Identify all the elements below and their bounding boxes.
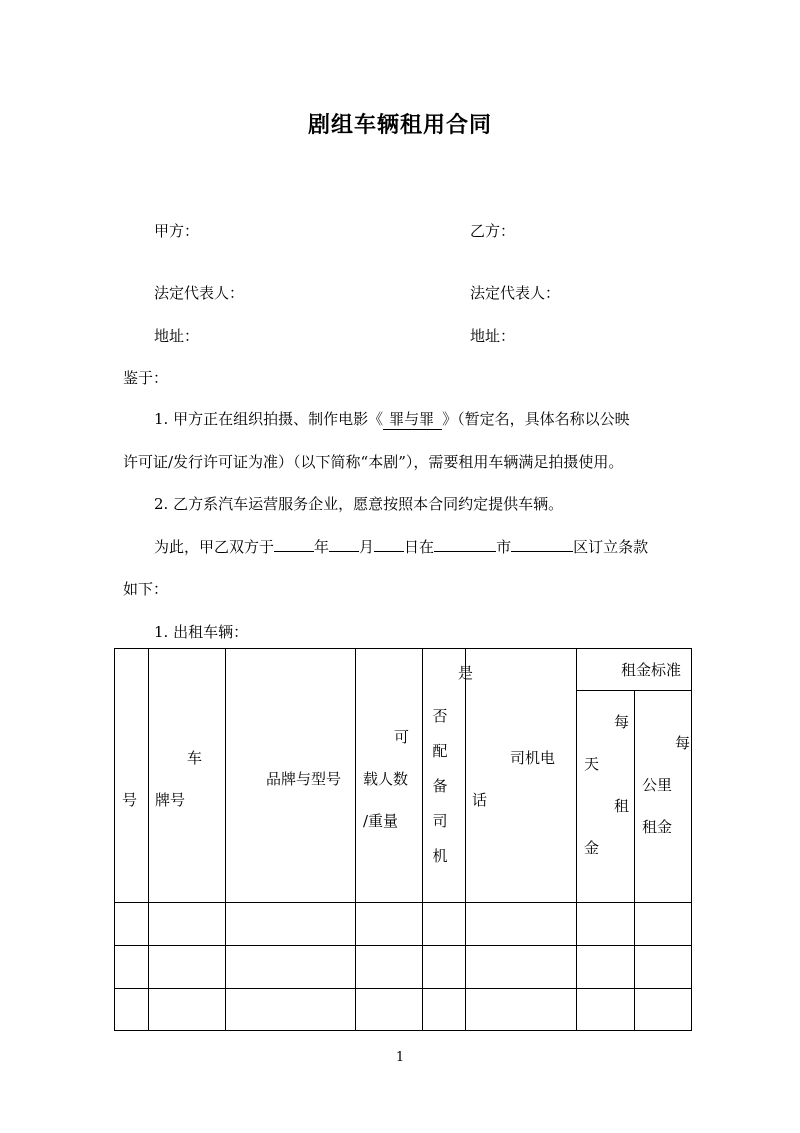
district-label: 区订立条款 bbox=[573, 538, 649, 556]
table-cell[interactable] bbox=[423, 903, 466, 946]
party-b-address-label: 地址： bbox=[470, 327, 516, 345]
table-header-row bbox=[115, 649, 692, 691]
agreement-line-1 bbox=[154, 536, 648, 557]
party-b-label: 乙方： bbox=[470, 222, 516, 240]
clause-1-suffix: 》（暂定名，具体名称以公映 bbox=[442, 410, 630, 428]
header-daily-rent bbox=[577, 691, 635, 903]
header-capacity-text-1: 可 bbox=[394, 728, 410, 746]
daily-char-3: 租 bbox=[614, 797, 630, 815]
agreement-line-2: 如下： bbox=[123, 580, 169, 598]
daily-char-1: 每 bbox=[614, 713, 630, 731]
day-label: 日在 bbox=[404, 538, 435, 556]
table-cell[interactable] bbox=[577, 989, 635, 1031]
header-rent-standard: 租金标准 bbox=[577, 649, 692, 691]
section-1-heading: 1. 出租车辆： bbox=[154, 623, 249, 641]
clause-1-line-2: 许可证/发行许可证为准）（以下简称“本剧”），需要租用车辆满足拍摄使用。 bbox=[123, 453, 624, 471]
driver-char-5: 机 bbox=[432, 847, 448, 865]
driver-char-3: 备 bbox=[432, 777, 448, 795]
header-phone-text-2: 话 bbox=[472, 791, 488, 809]
month-blank bbox=[329, 536, 359, 552]
table-row bbox=[115, 989, 692, 1031]
table-row bbox=[115, 903, 692, 946]
table-cell[interactable] bbox=[149, 946, 226, 989]
table-cell[interactable] bbox=[356, 989, 423, 1031]
table-cell[interactable] bbox=[115, 903, 149, 946]
header-plate-text-2: 牌号 bbox=[155, 791, 186, 809]
table-cell[interactable] bbox=[149, 989, 226, 1031]
party-b-rep-label: 法定代表人： bbox=[470, 284, 561, 302]
table-cell[interactable] bbox=[226, 946, 356, 989]
city-label: 市 bbox=[496, 538, 512, 556]
table-row bbox=[115, 946, 692, 989]
driver-char-1: 否 bbox=[432, 707, 448, 725]
table-cell[interactable] bbox=[635, 989, 692, 1031]
table-cell[interactable] bbox=[466, 903, 577, 946]
table-cell[interactable] bbox=[226, 989, 356, 1031]
party-a-rep-label: 法定代表人： bbox=[154, 284, 245, 302]
table-cell[interactable] bbox=[577, 903, 635, 946]
table-cell[interactable] bbox=[149, 903, 226, 946]
clause-1-prefix: 1. 甲方正在组织拍摄、制作电影《 bbox=[154, 410, 384, 428]
header-driver-cut-text: 是 bbox=[458, 664, 474, 682]
year-label: 年 bbox=[314, 538, 330, 556]
month-label: 月 bbox=[359, 538, 375, 556]
header-per-km-text-3: 租金 bbox=[642, 818, 673, 836]
document-title: 剧组车辆租用合同 bbox=[307, 112, 492, 138]
header-driver bbox=[423, 649, 474, 903]
header-capacity-text-2: 载人数 bbox=[363, 770, 409, 788]
header-phone-text-1: 司机电 bbox=[510, 749, 556, 767]
driver-char-2: 配 bbox=[432, 742, 448, 760]
table-cell[interactable] bbox=[423, 946, 466, 989]
day-blank bbox=[374, 536, 404, 552]
table-cell[interactable] bbox=[356, 946, 423, 989]
header-per-km-text-1: 每 bbox=[675, 734, 691, 752]
header-brand-text: 品牌与型号 bbox=[266, 770, 342, 788]
table-cell[interactable] bbox=[115, 946, 149, 989]
header-phone bbox=[466, 649, 577, 903]
page-number: 1 bbox=[395, 1050, 405, 1065]
header-driver-vertical bbox=[430, 699, 450, 874]
clause-2: 2. 乙方系汽车运营服务企业，愿意按照本合同约定提供车辆。 bbox=[154, 495, 564, 513]
whereas-heading: 鉴于： bbox=[123, 369, 169, 387]
daily-char-2: 天 bbox=[584, 755, 600, 773]
table-cell[interactable] bbox=[115, 989, 149, 1031]
table-cell[interactable] bbox=[466, 946, 577, 989]
header-capacity-text-3: /重量 bbox=[363, 812, 399, 830]
year-blank bbox=[274, 536, 314, 552]
header-no-text: 号 bbox=[122, 791, 138, 809]
party-a-label: 甲方： bbox=[154, 222, 200, 240]
daily-char-4: 金 bbox=[584, 839, 600, 857]
agreement-intro: 为此，甲乙双方于 bbox=[154, 538, 275, 556]
city-blank bbox=[434, 536, 496, 552]
header-capacity bbox=[356, 649, 423, 903]
driver-char-4: 司 bbox=[432, 812, 448, 830]
table-cell[interactable] bbox=[356, 903, 423, 946]
vehicle-table bbox=[114, 648, 692, 1031]
header-plate bbox=[149, 649, 226, 903]
table-cell[interactable] bbox=[577, 946, 635, 989]
header-no bbox=[115, 649, 149, 903]
clause-1-line-1 bbox=[154, 408, 630, 430]
table-cell[interactable] bbox=[466, 989, 577, 1031]
film-name: 罪与罪 bbox=[383, 408, 442, 430]
table-cell[interactable] bbox=[423, 989, 466, 1031]
party-a-address-label: 地址： bbox=[154, 327, 200, 345]
table-cell[interactable] bbox=[635, 946, 692, 989]
header-plate-text-1: 车 bbox=[187, 749, 203, 767]
district-blank bbox=[511, 536, 573, 552]
header-brand bbox=[226, 649, 356, 903]
header-per-km-text-2: 公里 bbox=[642, 776, 673, 794]
table-cell[interactable] bbox=[226, 903, 356, 946]
table-cell[interactable] bbox=[635, 903, 692, 946]
header-per-km-rent bbox=[635, 691, 692, 903]
